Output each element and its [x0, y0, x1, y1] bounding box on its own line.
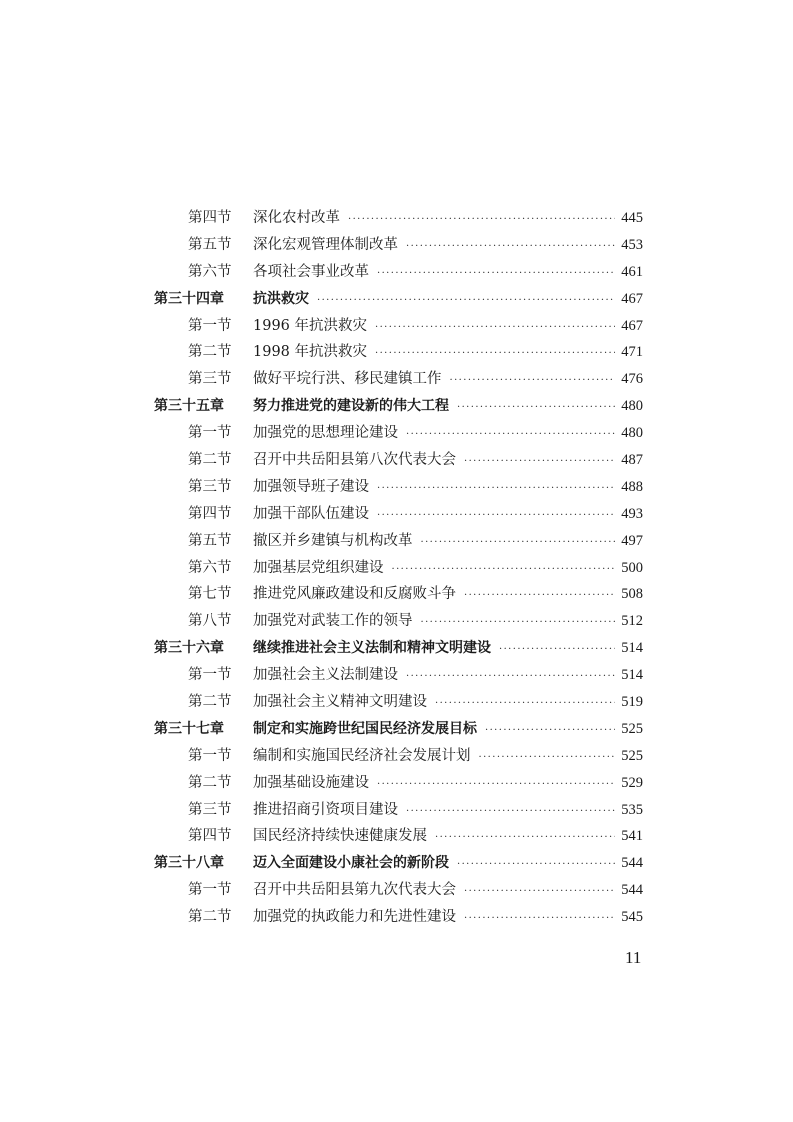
toc-section-row[interactable]: [0, 689, 793, 716]
dot-leader: [464, 587, 615, 605]
dot-leader: [479, 749, 616, 767]
toc-section-row[interactable]: [0, 420, 793, 447]
toc-page-number: 525: [621, 747, 643, 764]
section-title: 加强基层党组织建设: [253, 559, 384, 576]
dot-leader: [375, 345, 615, 363]
section-number: 第七节: [188, 586, 232, 603]
chapter-number: 第三十五章: [154, 398, 224, 415]
dot-leader: [375, 319, 615, 337]
section-number: 第二节: [188, 774, 232, 791]
section-title: 加强干部队伍建设: [253, 505, 369, 522]
chapter-number: 第三十八章: [154, 855, 224, 872]
dot-leader: [406, 238, 615, 256]
section-number: 第一节: [188, 317, 232, 334]
section-title: 加强党的执政能力和先进性建设: [253, 909, 456, 926]
toc-page-number: 497: [621, 532, 643, 549]
dot-leader: [421, 534, 616, 552]
section-title: 深化农村改革: [253, 210, 340, 226]
section-number: 第一节: [188, 747, 232, 764]
toc-section-row[interactable]: [0, 555, 793, 582]
toc-page-number: 471: [621, 344, 643, 361]
section-title: 加强领导班子建设: [253, 478, 369, 495]
section-title: 做好平垸行洪、移民建镇工作: [253, 371, 442, 388]
toc-section-row[interactable]: [0, 366, 793, 393]
dot-leader: [435, 695, 615, 713]
section-title: 召开中共岳阳县第八次代表大会: [253, 452, 456, 469]
toc-page-number: 545: [621, 909, 643, 926]
toc-section-row[interactable]: [0, 339, 793, 366]
section-number: 第三节: [188, 801, 232, 818]
table-of-contents: [0, 205, 793, 931]
toc-page-number: 467: [621, 317, 643, 334]
toc-section-row[interactable]: [0, 232, 793, 259]
toc-page-number: 487: [621, 452, 643, 469]
toc-page-number: 467: [621, 290, 643, 307]
toc-section-row[interactable]: [0, 259, 793, 286]
toc-section-row[interactable]: [0, 528, 793, 555]
section-number: 第二节: [188, 344, 232, 361]
dot-leader: [406, 803, 615, 821]
toc-section-row[interactable]: [0, 501, 793, 528]
dot-leader: [435, 829, 615, 847]
chapter-number: 第三十六章: [154, 640, 224, 657]
toc-section-row[interactable]: [0, 662, 793, 689]
section-number: 第六节: [188, 263, 232, 280]
chapter-number: 第三十四章: [154, 290, 224, 307]
section-title: 加强基础设施建设: [253, 774, 369, 791]
section-number: 第五节: [188, 532, 232, 549]
dot-leader: [377, 265, 615, 283]
section-number: 第二节: [188, 909, 232, 926]
toc-section-row[interactable]: [0, 474, 793, 501]
toc-page-number: 453: [621, 236, 643, 253]
section-number: 第八节: [188, 613, 232, 630]
toc-page-number: 544: [621, 882, 643, 899]
toc-chapter-row[interactable]: [0, 393, 793, 420]
dot-leader: [499, 641, 615, 659]
toc-section-row[interactable]: [0, 581, 793, 608]
toc-section-row[interactable]: [0, 313, 793, 340]
section-title: 召开中共岳阳县第九次代表大会: [253, 882, 456, 899]
dot-leader: [457, 399, 615, 417]
toc-section-row[interactable]: [0, 770, 793, 797]
toc-page-number: 512: [621, 613, 643, 630]
toc-section-row[interactable]: [0, 877, 793, 904]
dot-leader: [485, 722, 615, 740]
section-title: 编制和实施国民经济社会发展计划: [253, 747, 471, 764]
section-number: 第三节: [188, 478, 232, 495]
section-number: 第四节: [188, 505, 232, 522]
toc-section-row[interactable]: [0, 447, 793, 474]
page-number: 11: [625, 948, 642, 967]
dot-leader: [450, 372, 616, 390]
section-number: 第一节: [188, 667, 232, 684]
section-number: 第一节: [188, 425, 232, 442]
section-number: 第一节: [188, 882, 232, 899]
chapter-title: 努力推进党的建设新的伟大工程: [253, 398, 449, 415]
chapter-title: 抗洪救灾: [253, 290, 309, 307]
toc-page-number: 480: [621, 425, 643, 442]
toc-page-number: 514: [621, 667, 643, 684]
section-title: 加强党的思想理论建设: [253, 425, 398, 442]
toc-section-row[interactable]: [0, 904, 793, 931]
section-title: 国民经济持续快速健康发展: [253, 828, 427, 845]
toc-page-number: 544: [621, 855, 643, 872]
toc-section-row[interactable]: [0, 608, 793, 635]
toc-page-number: 445: [621, 210, 643, 226]
toc-page-number: 541: [621, 828, 643, 845]
section-title: 1998 年抗洪救灾: [253, 344, 368, 361]
dot-leader: [464, 453, 615, 471]
dot-leader: [464, 883, 615, 901]
chapter-title: 迈入全面建设小康社会的新阶段: [253, 855, 449, 872]
toc-page-number: 514: [621, 640, 643, 657]
dot-leader: [317, 292, 615, 310]
toc-page-number: 461: [621, 263, 643, 280]
section-number: 第四节: [188, 828, 232, 845]
toc-page-number: 476: [621, 371, 643, 388]
toc-page-number: 529: [621, 774, 643, 791]
dot-leader: [457, 856, 615, 874]
toc-chapter-row[interactable]: [0, 635, 793, 662]
toc-page-number: 488: [621, 478, 643, 495]
dot-leader: [421, 614, 616, 632]
toc-section-row[interactable]: [0, 743, 793, 770]
chapter-number: 第三十七章: [154, 720, 224, 737]
section-number: 第三节: [188, 371, 232, 388]
dot-leader: [377, 507, 615, 525]
section-title: 推进党风廉政建设和反腐败斗争: [253, 586, 456, 603]
toc-page-number: 508: [621, 586, 643, 603]
section-number: 第二节: [188, 694, 232, 711]
toc-page-number: 519: [621, 694, 643, 711]
dot-leader: [406, 426, 615, 444]
toc-section-row[interactable]: [0, 797, 793, 824]
section-title: 1996 年抗洪救灾: [253, 317, 368, 334]
dot-leader: [392, 561, 616, 579]
toc-section-row[interactable]: [0, 205, 793, 232]
dot-leader: [348, 211, 615, 229]
chapter-title: 制定和实施跨世纪国民经济发展目标: [253, 720, 477, 737]
dot-leader: [406, 668, 615, 686]
toc-page-number: 480: [621, 398, 643, 415]
toc-section-row[interactable]: [0, 823, 793, 850]
toc-page-number: 500: [621, 559, 643, 576]
section-number: 第六节: [188, 559, 232, 576]
dot-leader: [377, 776, 615, 794]
section-title: 深化宏观管理体制改革: [253, 236, 398, 253]
toc-chapter-row[interactable]: [0, 286, 793, 313]
section-title: 推进招商引资项目建设: [253, 801, 398, 818]
toc-chapter-row[interactable]: [0, 850, 793, 877]
section-number: 第五节: [188, 236, 232, 253]
section-title: 加强社会主义精神文明建设: [253, 694, 427, 711]
section-number: 第四节: [188, 210, 232, 226]
toc-page-number: 535: [621, 801, 643, 818]
section-title: 加强社会主义法制建设: [253, 667, 398, 684]
section-number: 第二节: [188, 452, 232, 469]
dot-leader: [377, 480, 615, 498]
toc-page-number: 493: [621, 505, 643, 522]
section-title: 加强党对武装工作的领导: [253, 613, 413, 630]
dot-leader: [464, 910, 615, 928]
chapter-title: 继续推进社会主义法制和精神文明建设: [253, 640, 491, 657]
section-title: 撤区并乡建镇与机构改革: [253, 532, 413, 549]
toc-page-number: 525: [621, 720, 643, 737]
toc-chapter-row[interactable]: [0, 716, 793, 743]
section-title: 各项社会事业改革: [253, 263, 369, 280]
